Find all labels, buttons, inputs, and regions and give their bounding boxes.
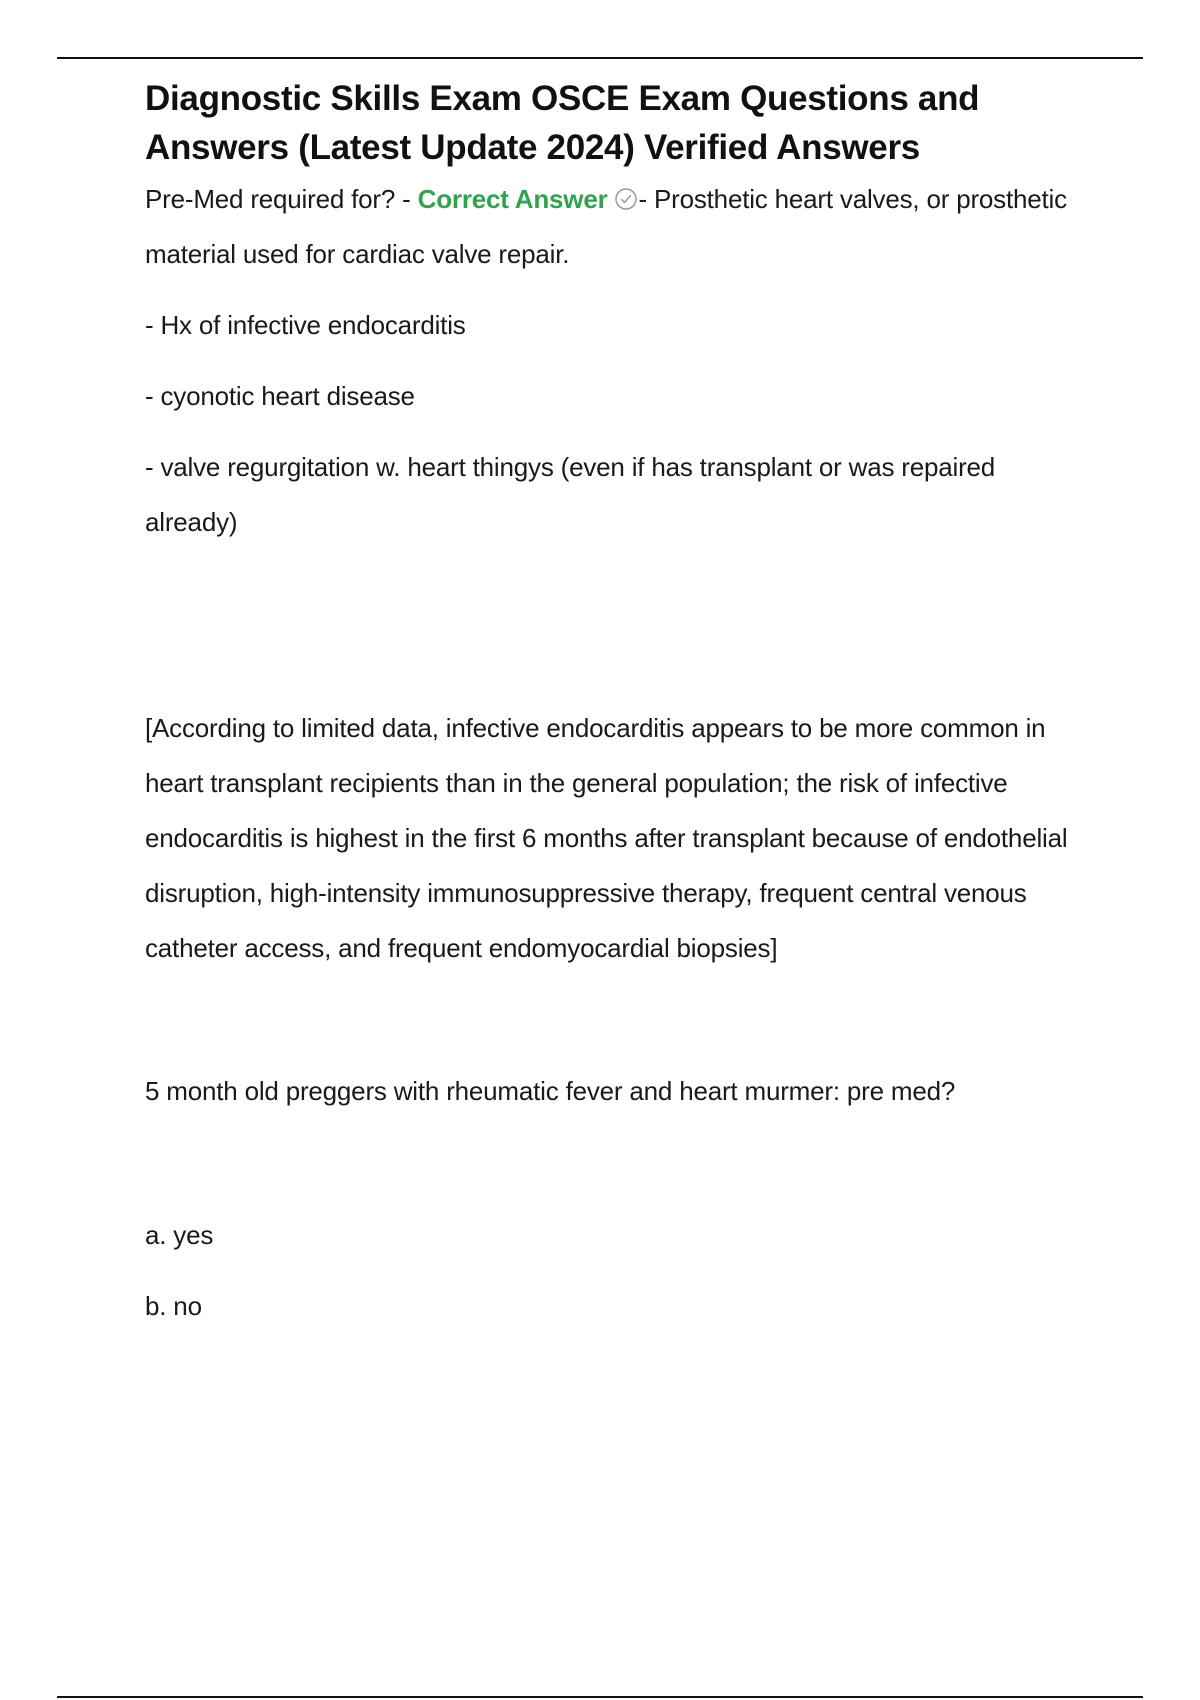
correct-answer-label: Correct Answer [417, 184, 608, 214]
check-circle-icon [614, 187, 638, 211]
question-1 [145, 172, 1085, 282]
document-title: Diagnostic Skills Exam OSCE Exam Questions and Answers (Latest Update 2024) Verified Answers [145, 79, 980, 167]
bottom-rule [57, 1696, 1143, 1698]
question-1-prompt: Pre-Med required for? - [145, 184, 418, 214]
option-a: a. yes [145, 1220, 214, 1250]
answer-list-item: - Hx of infective endocarditis [145, 310, 466, 340]
answer-list-item: - cyonotic heart disease [145, 381, 415, 411]
option-b: b. no [145, 1291, 202, 1321]
answer-list-item: - valve regurgitation w. heart thingys (even if has transplant or was repaired already) [145, 452, 996, 537]
document-body [145, 74, 1085, 1334]
question-1-answer-text: - Prosthetic heart valves, or prosthetic material used for cardiac valve repair. [145, 184, 1067, 269]
question-2: 5 month old preggers with rheumatic fever and heart murmer: pre med? [145, 1076, 956, 1106]
transplant-note: [According to limited data, infective endocarditis appears to be more common in heart transplant recipients than in the general population; the risk of infective endocarditis is highest in the first 6 months after transplant because of endothelial disruption, high-intensity immunosuppressive therapy, frequent central venous catheter access, and frequent endomyocardial biopsies] [145, 713, 1068, 963]
top-rule [57, 57, 1143, 59]
